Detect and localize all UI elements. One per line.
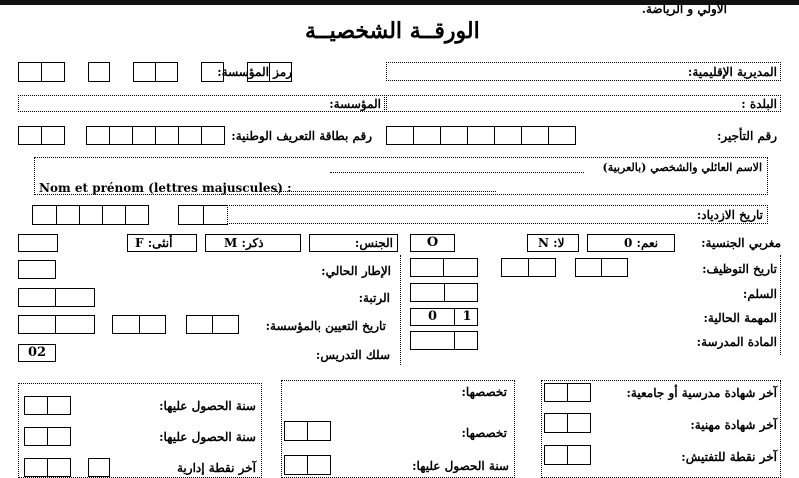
- scale-cell[interactable]: [410, 283, 445, 302]
- cert-cell[interactable]: [567, 413, 591, 433]
- cin-label: رقم بطاقة التعريف الوطنية:: [231, 129, 372, 143]
- specialty-label-2: تخصصها:: [461, 426, 507, 440]
- appointment-date-label: تاريخ التعيين بالمؤسسة:: [265, 319, 386, 333]
- birth-cell[interactable]: [125, 205, 149, 225]
- ministry-header-fragment: الأولي و الرياضة.: [641, 2, 727, 16]
- subject-cell[interactable]: [454, 331, 478, 350]
- grade-cell[interactable]: [88, 458, 110, 477]
- code-cells-group-3: [133, 62, 178, 82]
- cin-cell[interactable]: [41, 126, 65, 145]
- birth-cell[interactable]: [32, 205, 57, 225]
- name-fr-line[interactable]: [276, 191, 496, 192]
- institution-label: المؤسسة:: [329, 97, 381, 111]
- birth-date-cells-2: [178, 205, 228, 225]
- year-cell[interactable]: [24, 427, 48, 446]
- birth-cell[interactable]: [56, 205, 80, 225]
- school-cert-cells: [544, 383, 591, 402]
- name-ar-line[interactable]: [330, 172, 584, 173]
- code-cell[interactable]: [88, 62, 110, 82]
- hiring-cell[interactable]: [501, 258, 529, 277]
- rank-label: الرتبة:: [358, 291, 390, 305]
- regional-directorate-label: المديرية الإقليمية:: [687, 65, 777, 79]
- code-cell[interactable]: [41, 62, 65, 82]
- cin-cell[interactable]: [178, 126, 202, 145]
- year-cell[interactable]: [47, 396, 71, 415]
- specialty-cells: [284, 421, 331, 441]
- hiring-date-cells-1: [410, 258, 478, 277]
- birth-date-cells-1: [32, 205, 149, 225]
- specialty-cell[interactable]: [284, 421, 308, 441]
- nationality-label: مغربي الجنسية:: [701, 236, 781, 250]
- hiring-cell[interactable]: [601, 258, 628, 277]
- year-obtained-label-2: سنة الحصول عليها:: [159, 430, 256, 444]
- admin-grade-label: آخر نقطة إدارية: [177, 461, 256, 475]
- rental-cell[interactable]: [494, 126, 522, 145]
- scale-cells: [410, 283, 478, 302]
- subject-cells: [410, 331, 478, 350]
- year-cell[interactable]: [284, 455, 308, 475]
- cin-cell[interactable]: [86, 126, 110, 145]
- teaching-corps-value: 02: [27, 345, 47, 360]
- hiring-cell[interactable]: [575, 258, 602, 277]
- left-column-border: [400, 255, 401, 365]
- rental-cell[interactable]: [467, 126, 495, 145]
- year-cell[interactable]: [307, 455, 331, 475]
- cin-cell[interactable]: [155, 126, 179, 145]
- cin-cell[interactable]: [18, 126, 42, 145]
- code-cell[interactable]: [133, 62, 156, 82]
- hiring-date-cells-2: [501, 258, 556, 277]
- year-cell[interactable]: [47, 427, 71, 446]
- page-title: الورقــة الشخصيــة: [305, 18, 480, 44]
- birth-cell[interactable]: [203, 205, 228, 225]
- appointment-cell[interactable]: [186, 315, 213, 334]
- no-label: لا: N: [538, 236, 565, 250]
- rental-number-cells: [386, 126, 576, 145]
- year-cell[interactable]: [24, 396, 48, 415]
- cert-cell[interactable]: [567, 383, 591, 402]
- current-task-label: المهمة الحالية:: [703, 311, 777, 325]
- code-label: رمز المؤسسة:: [217, 65, 292, 79]
- birth-cell[interactable]: [178, 205, 204, 225]
- grade-cell[interactable]: [47, 458, 71, 477]
- nationality-value: O: [426, 235, 439, 250]
- cin-cells-group-2: [86, 126, 225, 145]
- subject-label: المادة المدرسة:: [696, 335, 777, 349]
- cin-cell[interactable]: [201, 126, 225, 145]
- last-school-cert-label: آخر شهادة مدرسية أو جامعية:: [626, 386, 777, 400]
- last-prof-cert-label: آخر شهادة مهنية:: [690, 418, 777, 432]
- rental-cell[interactable]: [413, 126, 441, 145]
- scale-label: السلم:: [742, 287, 777, 301]
- appointment-cell[interactable]: [212, 315, 239, 334]
- appointment-cells-2: [112, 315, 166, 334]
- name-ar-label: الاسم العائلي والشخصي (بالعربية): [602, 161, 762, 174]
- current-task-value-1: 0: [427, 309, 438, 324]
- cin-cells-group-1: [18, 126, 65, 145]
- scale-cell[interactable]: [444, 283, 478, 302]
- name-fr-label: Nom et prénom (lettres majuscules) :: [39, 181, 292, 195]
- code-cell[interactable]: [18, 62, 42, 82]
- hiring-cell[interactable]: [528, 258, 556, 277]
- birth-cell[interactable]: [102, 205, 126, 225]
- grade-cell[interactable]: [24, 458, 48, 477]
- current-frame-label: الإطار الحالي:: [321, 264, 391, 278]
- appointment-cells-1: [18, 315, 95, 334]
- yes-label: نعم: 0: [624, 236, 659, 250]
- cert-cell[interactable]: [544, 413, 568, 433]
- teaching-corps-label: سلك التدريس:: [315, 348, 390, 362]
- hiring-date-label: تاريخ التوظيف:: [702, 262, 777, 276]
- birth-cell[interactable]: [79, 205, 103, 225]
- male-label: ذكر: M: [224, 236, 264, 250]
- inspection-cells: [544, 445, 591, 465]
- rank-cell[interactable]: [18, 288, 56, 307]
- appointment-cell[interactable]: [112, 315, 140, 334]
- female-label: أنثى: F: [135, 236, 173, 250]
- code-cell[interactable]: [155, 62, 178, 82]
- rank-cell[interactable]: [55, 288, 95, 307]
- year-obtained-label-1: سنة الحصول عليها:: [159, 399, 256, 413]
- current-task-value-2: 1: [462, 309, 472, 324]
- last-inspection-label: آخر نقطة للتفتيش:: [681, 450, 777, 464]
- cert-cell[interactable]: [544, 383, 568, 402]
- hiring-cell[interactable]: [410, 258, 444, 277]
- year-cells-mid: [284, 455, 331, 475]
- year-obtained-label-mid: سنة الحصول عليها:: [412, 459, 509, 473]
- hiring-date-cells-3: [575, 258, 628, 277]
- rental-cell[interactable]: [440, 126, 468, 145]
- prof-cert-cells: [544, 413, 591, 433]
- right-column-border: [780, 255, 781, 355]
- gender-value-cell[interactable]: [18, 234, 58, 252]
- current-frame-cell[interactable]: [18, 260, 56, 279]
- inspection-cell[interactable]: [567, 445, 591, 465]
- appointment-cell[interactable]: [55, 315, 95, 334]
- birth-date-label: تاريخ الازدياد:: [696, 208, 763, 222]
- rank-cells: [18, 288, 95, 307]
- town-label: البلدة :: [741, 97, 777, 111]
- cin-cell[interactable]: [132, 126, 156, 145]
- gender-label: الجنس:: [354, 236, 393, 250]
- admin-grade-cells: [24, 458, 71, 477]
- inspection-cell[interactable]: [544, 445, 568, 465]
- appointment-cell[interactable]: [139, 315, 166, 334]
- year-cells-2: [24, 427, 71, 446]
- rental-cell[interactable]: [548, 126, 576, 145]
- town-field[interactable]: [386, 95, 781, 112]
- rental-cell[interactable]: [521, 126, 549, 145]
- cin-cell[interactable]: [109, 126, 133, 145]
- code-cells-group-1: [18, 62, 65, 82]
- appointment-cells-3: [186, 315, 239, 334]
- rental-cell[interactable]: [386, 126, 414, 145]
- hiring-cell[interactable]: [443, 258, 478, 277]
- specialty-cell[interactable]: [307, 421, 331, 441]
- year-cells-1: [24, 396, 71, 415]
- rental-number-label: رقم التأجير:: [716, 129, 777, 143]
- specialty-label-1: تخصصها:: [461, 385, 507, 399]
- birth-date-field[interactable]: [227, 205, 768, 224]
- code-cells-group-2: [88, 62, 110, 82]
- subject-cell[interactable]: [410, 331, 455, 350]
- appointment-cell[interactable]: [18, 315, 56, 334]
